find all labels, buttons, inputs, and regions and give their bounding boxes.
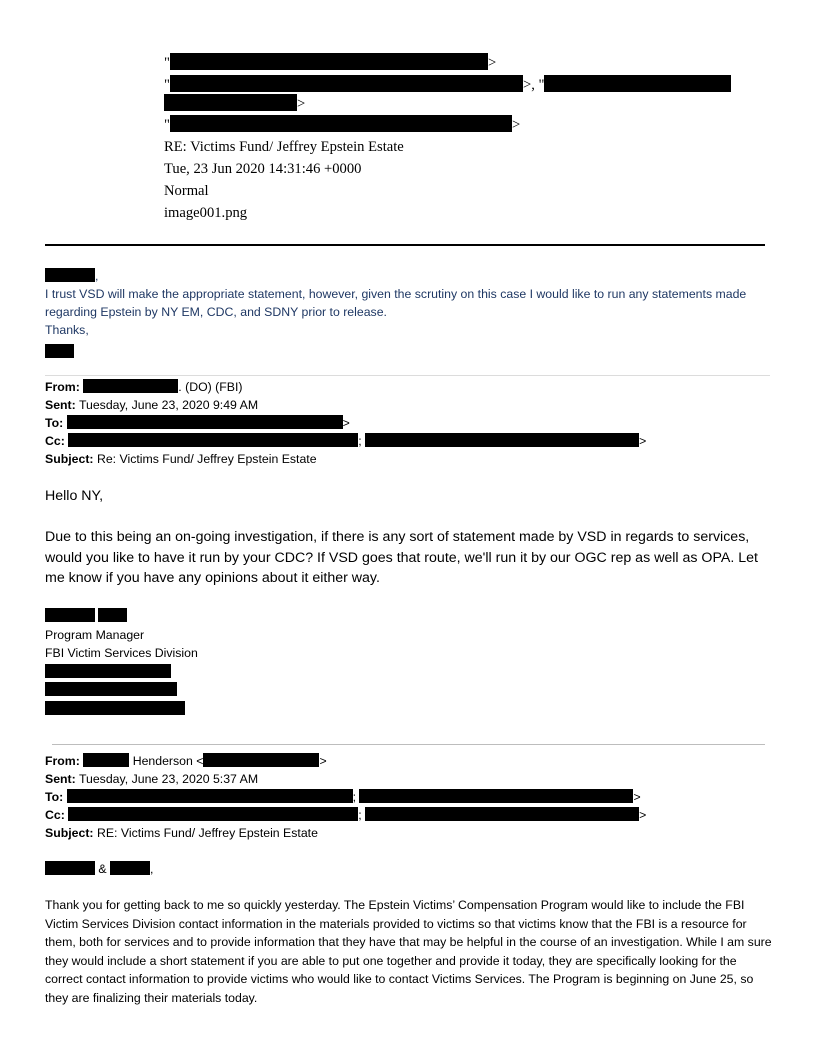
redaction [45, 268, 95, 282]
msg3-sent: Sent: Tuesday, June 23, 2020 5:37 AM [45, 772, 259, 786]
msg2-greeting: Hello NY, [45, 488, 104, 504]
msg3-subject: Subject: RE: Victims Fund/ Jeffrey Epstein Estate [45, 826, 318, 840]
msg2-subject: Subject: Re: Victims Fund/ Jeffrey Epstein Estate [45, 452, 317, 466]
msg2-body: Due to this being an on-going investigation, if there is any sort of statement made by VSD in regards to services, would you like to have it run by your CDC? If VSD goes that route, we'll run it by our OGC rep as well as OPA. Let me know if you have any opinions about it either way. [45, 529, 758, 586]
message-separator [45, 375, 770, 376]
redaction [83, 753, 129, 767]
sig-division: FBI Victim Services Division [45, 646, 198, 660]
reply-body: I trust VSD will make the appropriate statement, however, given the scrutiny on this case I would like to run any statements made regarding Epstein by NY EM, CDC, and SDNY prior to release. [45, 287, 747, 319]
msg3-from: From: Henderson < > [45, 754, 327, 768]
redaction [45, 682, 177, 696]
redaction [67, 789, 353, 803]
header-date: Tue, 23 Jun 2020 14:31:46 +0000 [164, 161, 362, 177]
reply-closing: Thanks, [45, 323, 89, 337]
msg3-to: To: ; > [45, 790, 641, 804]
redaction [68, 807, 358, 821]
msg3-meta [45, 752, 775, 842]
reply-signature [45, 343, 765, 361]
header-subject: RE: Victims Fund/ Jeffrey Epstein Estate [164, 139, 404, 155]
reply-greeting: , [45, 267, 765, 285]
sig-title: Program Manager [45, 627, 145, 642]
redaction [170, 75, 523, 92]
redaction [170, 53, 488, 70]
msg2-from: From: . (DO) (FBI) [45, 380, 243, 394]
header-importance: Normal [164, 183, 209, 199]
msg3-body: Thank you for getting back to me so quickly yesterday. The Epstein Victims’ Compensation Program would like to include the FBI Victim Services Division contact information in the materials provided to victims so that victims know that the FBI is a resource for them, both for services and to provide information that they have that may be helpful in the course of an investigation. While I am sure they would include a short statement if you are able to put one together and provide it today, they are specifically looking for the correct contact information to provide victims who would like to contact Victims Services. The Program is beginning on June 25, so they are finalizing their materials today. [45, 898, 772, 1005]
header-divider [45, 244, 765, 246]
redaction [365, 807, 639, 821]
redaction [67, 415, 343, 429]
msg2-signature [45, 607, 775, 718]
redaction [68, 433, 358, 447]
redaction [544, 75, 731, 92]
reply-message [45, 267, 765, 361]
redaction [83, 379, 178, 393]
redaction [365, 433, 639, 447]
msg2-to: To: > [45, 416, 350, 430]
redaction [45, 701, 185, 715]
header-inline-images: image001.png [164, 205, 248, 221]
msg2-meta [45, 378, 775, 468]
redaction [45, 664, 171, 678]
message-separator [52, 744, 765, 745]
msg2-sent: Sent: Tuesday, June 23, 2020 9:49 AM [45, 398, 259, 412]
msg3-greeting: & , [45, 860, 775, 879]
msg2-cc: Cc: ; > [45, 434, 647, 448]
redaction [170, 115, 512, 132]
redaction [110, 861, 150, 875]
redaction [45, 861, 95, 875]
redaction [203, 753, 319, 767]
msg3-cc: Cc: ; > [45, 808, 647, 822]
redaction [98, 608, 127, 622]
redaction [359, 789, 633, 803]
redaction [164, 94, 297, 111]
redaction [45, 608, 95, 622]
redaction [45, 344, 74, 358]
